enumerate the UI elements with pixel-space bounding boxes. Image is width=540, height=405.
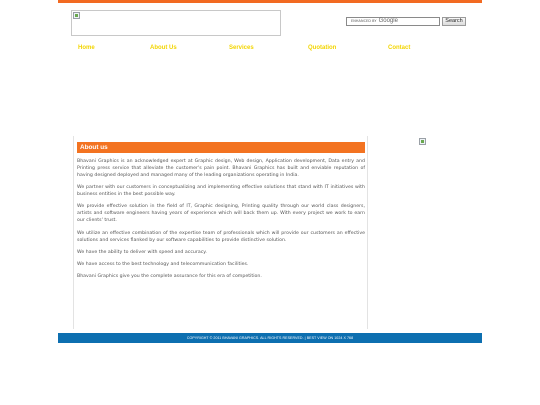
google-brand-label: Google (378, 18, 398, 24)
nav-item-about-us[interactable]: About Us (150, 45, 177, 51)
nav-item-home[interactable]: Home (78, 45, 95, 51)
enhanced-by-label: ENHANCED BY (351, 19, 377, 23)
about-text (77, 158, 365, 285)
nav-item-services[interactable]: Services (229, 45, 254, 51)
site-search (346, 16, 466, 26)
paragraph: We have access to the best technology and telecommunication facilities. (77, 261, 249, 267)
search-input[interactable] (346, 17, 440, 26)
copyright-text: COPYRIGHT © 2011 BHAVANI GRAPHICS. ALL RIGHTS RESERVED. | BEST VIEW ON 1024 X 768 (186, 336, 354, 340)
paragraph: We utilize an effective combination of the expertise team of professionals which will provide our customers an effective solutions and services flanked by our software capabilities to provide distinctive solution. (77, 230, 365, 243)
paragraph: We have the ability to deliver with speed and accuracy. (77, 249, 207, 255)
broken-image-icon (73, 12, 80, 19)
logo-image-placeholder (71, 10, 281, 36)
nav-item-contact[interactable]: Contact (388, 45, 411, 51)
footer-bar (58, 333, 482, 343)
paragraph: Bhavani Graphics give you the complete assurance for this era of competition. (77, 274, 262, 280)
nav-item-quotation[interactable]: Quotation (308, 45, 337, 51)
top-accent-bar (58, 0, 482, 3)
main-content (73, 136, 368, 329)
paragraph: Bhavani Graphics is an acknowledged expert at Graphic design, Web design, Application development, Data entry and Printing press service that alleviate the customer's pain point. Bhavani Graphics has built and enviable reputation of having designed deployed and managed many of the leading organizations operating in India. (77, 159, 365, 178)
paragraph: We provide effective solution in the field of IT, Graphic designing, Printing quality through our world class designers, artists and software engineers having years of experience which will back them up. With every project we work to earn our clients' trust. (77, 204, 365, 224)
search-button[interactable]: Search (442, 17, 466, 26)
section-title: About us (77, 142, 365, 153)
sidebar-broken-image-icon (419, 138, 426, 145)
paragraph: We partner with our customers in conceptualizing and implementing effective solutions that stand with IT initiatives with business entities in the best possible way. (77, 185, 365, 198)
